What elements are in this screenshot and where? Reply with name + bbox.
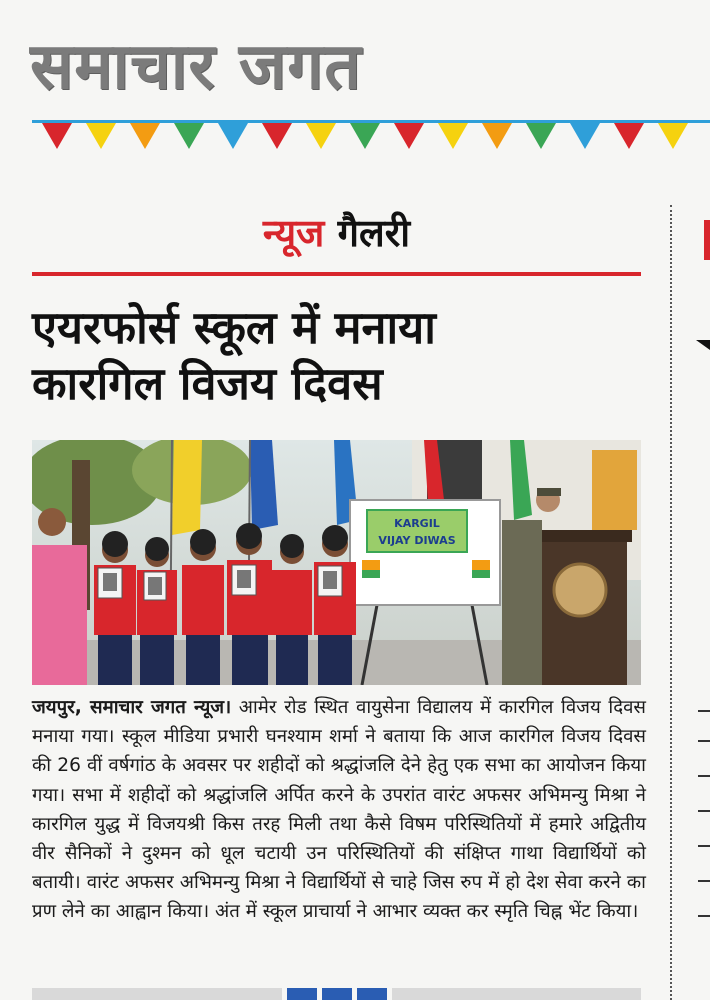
bunting-flag <box>174 123 204 149</box>
bunting-flag <box>42 123 72 149</box>
article-headline <box>32 300 652 412</box>
adjacent-heading-fragment <box>704 220 710 260</box>
bunting-flags <box>32 123 710 153</box>
adjacent-text-fragment <box>698 845 710 847</box>
bunting-flag <box>306 123 336 149</box>
adjacent-text-fragment <box>698 740 710 742</box>
bunting-flag <box>262 123 292 149</box>
bunting-flag <box>350 123 380 149</box>
bunting-flag <box>394 123 424 149</box>
bunting-flag <box>218 123 248 149</box>
photo-illustration <box>32 440 641 685</box>
headline-line-2: कारगिल विजय दिवस <box>32 357 383 410</box>
adjacent-text-fragment <box>698 880 710 882</box>
article-photo <box>32 440 641 685</box>
article-body <box>32 693 646 927</box>
section-rule <box>32 272 641 276</box>
bunting-flag <box>482 123 512 149</box>
bunting-flag <box>86 123 116 149</box>
adjacent-icon-fragment <box>696 340 710 364</box>
bunting-flag <box>570 123 600 149</box>
photo-banner-line-1: KARGIL <box>394 517 440 530</box>
section-heading <box>32 203 641 263</box>
headline-line-1: एयरफोर्स स्कूल में मनाया <box>32 301 436 354</box>
bunting-flag <box>526 123 556 149</box>
bunting-flag <box>614 123 644 149</box>
photo-banner-line-2: VIJAY DIWAS <box>378 534 456 547</box>
section-heading-gallery: गैलरी <box>337 211 411 255</box>
adjacent-text-fragment <box>698 710 710 712</box>
adjacent-text-fragment <box>698 915 710 917</box>
article-dateline: जयपुर, समाचार जगत न्यूज। <box>32 697 232 718</box>
bunting-flag <box>130 123 160 149</box>
adjacent-column-edge <box>690 200 710 1000</box>
bunting-flag <box>658 123 688 149</box>
adjacent-text-fragment <box>698 775 710 777</box>
masthead-title: समाचार जगत <box>30 30 362 104</box>
column-divider <box>670 205 672 1000</box>
adjacent-text-fragment <box>698 810 710 812</box>
bunting-flag <box>438 123 468 149</box>
footer-strip <box>32 988 641 1000</box>
article-body-text: आमेर रोड स्थित वायुसेना विद्यालय में कारगिल विजय दिवस मनाया गया। स्कूल मीडिया प्रभारी घनश्याम शर्मा ने बताया कि आज कारगिल विजय दिवस की 26 वीं वर्षगांठ के अवसर पर शहीदों को श्रद्धांजलि देने हेतु एक सभा का आयोजन किया गया। सभा में शहीदों को श्रद्धांजलि अर्पित करने के उपरांत वारंट अफसर अभिमन्यु मिश्रा ने कारगिल युद्ध में विजयश्री किस तरह मिली तथा कैसे विषम परिस्थितियों में हमारे अद्वितीय वीर सैनिकों ने दुश्मन को धूल चटायी उन परिस्थितियों की संक्षिप्त गाथा विद्यार्थियों को बतायी। वारंट अफसर अभिमन्यु मिश्रा ने विद्यार्थियों से चाहे जिस रुप में हो देश सेवा करने का प्रण लेने का आह्वान किया। अंत में स्कूल प्राचार्या ने आभार व्यक्त कर स्मृति चिह्न भेंट किया। <box>32 697 646 923</box>
section-heading-news: न्यूज <box>262 211 325 255</box>
